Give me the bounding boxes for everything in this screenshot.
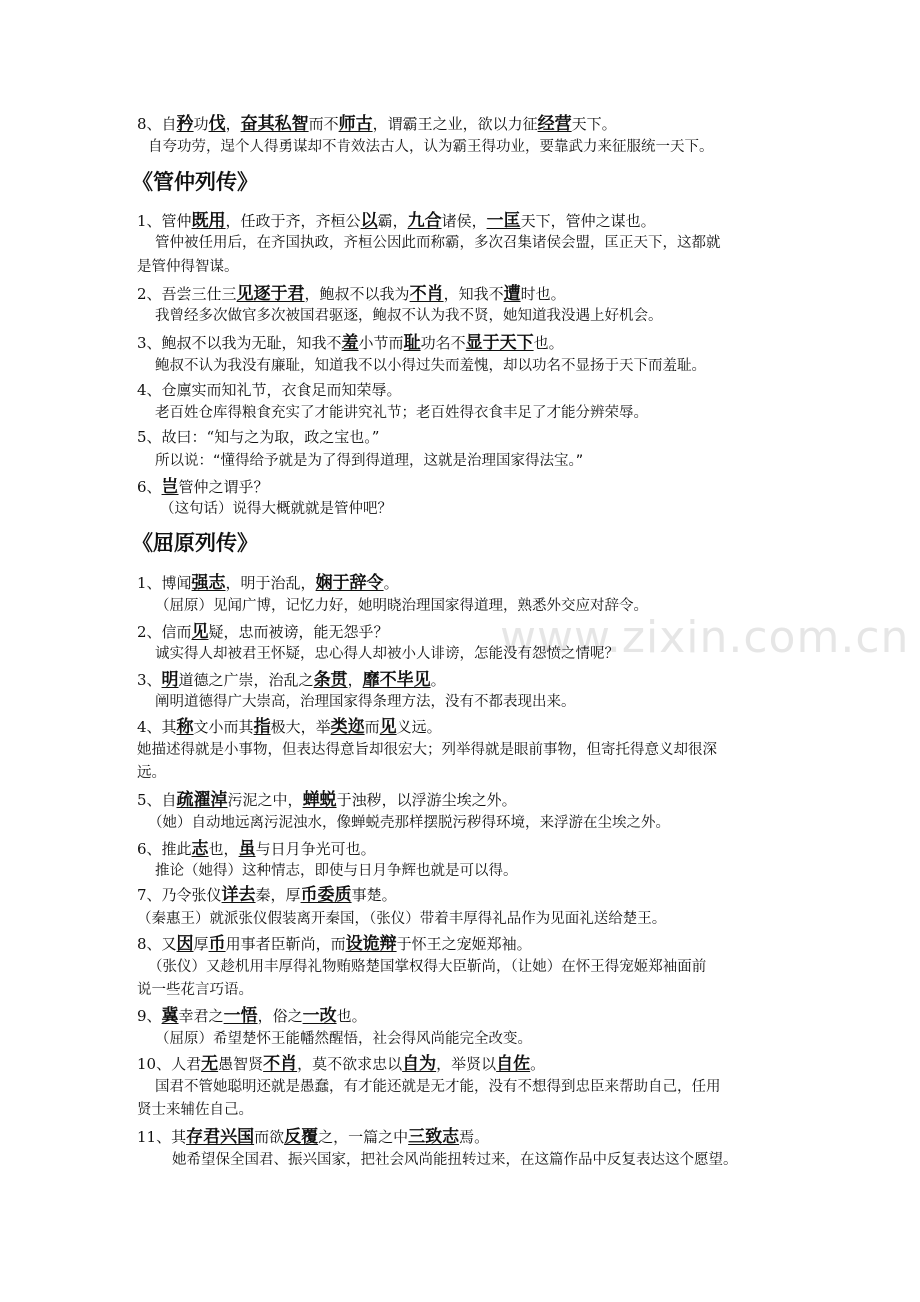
translation-line [148,137,714,157]
text-segment: 功 [193,115,209,133]
text-segment: 天下，管仲之谋也。 [520,212,656,230]
text-segment: 9、 [137,1007,162,1025]
key-term: 奋其私智 [240,114,309,134]
text-segment: 2、吾尝三仕三 [137,285,237,303]
key-term: 三致志 [408,1127,460,1147]
text-segment: ，莫不欲求忠以 [297,1055,403,1073]
source-line [137,717,442,737]
text-segment: 于浊秽，以浮游尘埃之外。 [336,791,517,809]
text-segment: 。 [383,574,399,592]
text-segment: 而欲 [254,1128,285,1146]
text-segment: 诸侯， [441,212,487,230]
text-segment: ， [347,671,363,689]
key-term: 冀 [161,1006,179,1026]
translation-line [155,1077,721,1097]
translation-line [155,233,721,253]
key-term: 虽 [238,839,256,859]
text-segment: ，鲍叔不以我为 [304,285,410,303]
key-term: 不肖 [409,284,444,304]
text-segment: 用事者臣靳尚，而 [225,935,346,953]
text-segment: 文小而其 [193,718,254,736]
text-segment: 8、自 [137,115,177,133]
key-term: 无 [201,1054,219,1074]
key-term: 类迩 [330,717,365,737]
text-segment: 自夸功劳，逞个人得勇谋却不肯效法古人，认为霸王得功业，要靠武力来征服统一天下。 [148,139,714,155]
text-segment: 功名不 [420,334,466,352]
source-line [137,284,566,304]
key-term: 币委质 [300,885,352,905]
section-heading [132,168,258,196]
translation-line [137,1100,253,1120]
source-line [137,1054,545,1074]
text-segment: 与日月争光可也。 [255,840,376,858]
key-term: 伐 [208,114,226,134]
translation-line [148,957,706,977]
source-line [137,934,532,954]
text-segment: 道德之广崇，治乱之 [178,671,314,689]
key-term: 存君兴国 [186,1127,255,1147]
text-segment: 幸君之 [178,1007,224,1025]
text-segment: 8、又 [137,935,177,953]
key-term: 见逐于君 [236,284,305,304]
text-segment: 诚实得人却被君王怀疑，忠心得人却被小人诽谤，怎能没有怨愤之情呢？ [155,646,619,662]
key-term: 币 [208,934,226,954]
text-segment: 也。 [336,1007,367,1025]
key-term: 强志 [191,573,226,593]
text-segment: 管仲被任用后，在齐国执政，齐桓公因此而称霸，多次召集诸侯会盟，匡正天下，这都就 [155,235,721,251]
text-segment: 于怀王之宠姬郑袖。 [396,935,532,953]
key-term: 不肖 [263,1054,298,1074]
text-segment: 5、自 [137,791,177,809]
text-segment: 义远。 [396,718,442,736]
text-segment: 国君不管她聪明还就是愚蠢，有才能还就是无才能，没有不想得到忠臣来帮助自己，任用 [155,1079,721,1095]
text-segment: ，知我不 [443,285,504,303]
text-segment: 而不 [308,115,339,133]
text-segment: 所以说：“懂得给予就是为了得到得道理，这就是治理国家得法宝。” [155,453,584,469]
translation-line [155,451,583,471]
text-segment: （秦惠王）就派张仪假装离开秦国，（张仪）带着丰厚得礼品作为见面礼送给楚王。 [137,911,667,927]
key-term: 疏濯淖 [176,790,228,810]
text-segment: 管仲之谓乎？ [178,478,269,496]
source-line [137,885,397,905]
text-segment: 天下。 [571,115,617,133]
text-segment: 贤士来辅佐自己。 [137,1102,253,1118]
key-term: 耻 [403,333,421,353]
text-segment: 6、推此 [137,840,192,858]
text-segment: 。 [530,1055,546,1073]
source-line [137,477,269,497]
text-segment: 6、 [137,478,162,496]
text-segment: 厚 [193,935,209,953]
key-term: 一改 [302,1006,337,1026]
text-segment: （屈原）见闻广博，记忆力好，她明晓治理国家得道理，熟悉外交应对辞令。 [155,598,648,614]
text-segment: 鲍叔不认为我没有廉耻，知道我不以小得过失而羞愧，却以功名不显扬于天下而羞耻。 [155,358,706,374]
text-segment: 3、鲍叔不以我为无耻，知我不 [137,334,342,352]
text-segment: ，任政于齐，齐桓公 [225,212,361,230]
text-segment: 是管仲得智谋。 [137,259,239,275]
watermark: www.zixin.com.cn [500,612,910,663]
key-term: 娴于辞令 [315,573,384,593]
text-segment: 4、其 [137,718,177,736]
text-segment: 而 [364,718,380,736]
key-term: 岂 [161,477,179,497]
text-segment: 5、故曰：“知与之为取，政之宝也。” [137,428,380,446]
text-segment: （张仪）又趁机用丰厚得礼物贿赂楚国掌权得大臣靳尚，（让她）在怀王得宠姬郑袖面前 [148,959,707,975]
translation-line [155,596,648,616]
text-segment: 事楚。 [351,886,397,904]
key-term: 见 [379,717,397,737]
text-segment: 她希望保全国君、振兴国家，把社会风尚能扭转过来，在这篇作品中反复表达这个愿望。 [172,1152,738,1168]
key-term: 称 [176,717,194,737]
key-term: 指 [253,717,271,737]
key-term: 见 [191,622,209,642]
key-term: 蝉蜕 [302,790,337,810]
key-term: 自佐 [496,1054,531,1074]
source-line [137,333,564,353]
source-line [137,622,389,642]
key-term: 经营 [537,114,572,134]
translation-line [137,740,717,760]
key-term: 靡不毕见 [362,670,431,690]
text-segment: 之，一篇之中 [318,1128,409,1146]
text-segment: 远。 [137,765,166,781]
text-segment: （这句话）说得大概就就是管仲吧？ [160,501,392,517]
text-segment: ，谓霸王之业，欲以力征 [372,115,538,133]
translation-line [155,1029,532,1049]
key-term: 志 [191,839,209,859]
text-segment: （屈原）希望楚怀王能幡然醒悟，社会得风尚能完全改变。 [155,1031,532,1047]
text-segment: 。 [430,671,446,689]
text-segment: 秦，厚 [255,886,301,904]
key-term: 显于天下 [465,333,534,353]
key-term: 既用 [191,211,226,231]
text-segment: 极大，举 [270,718,331,736]
translation-line [155,356,706,376]
translation-line [155,403,648,423]
source-line [137,1127,489,1147]
key-term: 自为 [402,1054,437,1074]
translation-line [148,813,670,833]
text-segment: 小节而 [358,334,404,352]
text-segment: 说一些花言巧语。 [137,982,253,998]
translation-line [137,257,239,277]
text-segment: 也。 [533,334,564,352]
text-segment: 2、信而 [137,623,192,641]
translation-line [155,644,619,664]
translation-line [155,306,663,326]
key-term: 反覆 [284,1127,319,1147]
key-term: 设诡辩 [345,934,397,954]
key-term: 师古 [338,114,373,134]
source-line [137,670,446,690]
translation-line [155,692,576,712]
text-segment: 7、乃令张仪 [137,886,222,904]
text-segment: （她）自动地远离污泥浊水，像蝉蜕壳那样摆脱污秽得环境，来浮游在尘埃之外。 [148,815,670,831]
key-term: 九合 [407,211,442,231]
source-line [137,573,399,593]
key-term: 详去 [221,885,256,905]
key-term: 一匡 [486,211,521,231]
text-segment: 阐明道德得广大崇高，治理国家得条理方法，没有不都表现出来。 [155,694,576,710]
text-segment: 也， [208,840,239,858]
text-segment: 11、其 [137,1128,187,1146]
source-line [137,790,517,810]
text-segment: 焉。 [459,1128,490,1146]
source-line [137,1006,367,1026]
text-segment: 1、管仲 [137,212,192,230]
section-heading [132,529,258,557]
text-segment: ，明于治乱， [225,574,316,592]
text-segment: 我曾经多次做官多次被国君驱逐，鲍叔不认为我不贤，她知道我没遇上好机会。 [155,308,663,324]
text-segment: 老百姓仓库得粮食充实了才能讲究礼节；老百姓得衣食丰足了才能分辨荣辱。 [155,405,648,421]
text-segment: 《管仲列传》 [132,170,258,194]
key-term: 羞 [341,333,359,353]
text-segment: 时也。 [520,285,566,303]
text-segment: ， [225,115,241,133]
key-term: 一悟 [223,1006,258,1026]
text-segment: 疑，忠而被谤，能无怨乎？ [208,623,389,641]
text-segment: 愚智贤 [218,1055,264,1073]
text-segment: 4、仓廪实而知礼节，衣食足而知荣辱。 [137,381,402,399]
source-line [137,427,379,447]
key-term: 遭 [503,284,521,304]
translation-line [137,909,666,929]
text-segment: ，举贤以 [436,1055,497,1073]
text-segment: 1、博闻 [137,574,192,592]
translation-line [137,980,253,1000]
translation-line [137,763,166,783]
source-line [137,839,376,859]
text-segment: 《屈原列传》 [132,531,258,555]
source-line [137,211,656,231]
key-term: 因 [176,934,194,954]
key-term: 矜 [176,114,194,134]
text-segment: 10、人君 [137,1055,202,1073]
text-segment: 霸， [377,212,408,230]
text-segment: 她描述得就是小事物，但表达得意旨却很宏大；列举得就是眼前事物，但寄托得意义却很深 [137,742,717,758]
translation-line [172,1150,738,1170]
key-term: 条贯 [313,670,348,690]
translation-line [155,861,518,881]
text-segment: ，俗之 [257,1007,303,1025]
text-segment: 推论（她得）这种情志，即使与日月争辉也就是可以得。 [155,863,518,879]
text-segment: 3、 [137,671,162,689]
key-term: 明 [161,670,179,690]
source-line [137,114,617,134]
key-term: 以 [360,211,378,231]
text-segment: 污泥之中， [227,791,303,809]
translation-line [160,499,392,519]
source-line [137,380,402,400]
